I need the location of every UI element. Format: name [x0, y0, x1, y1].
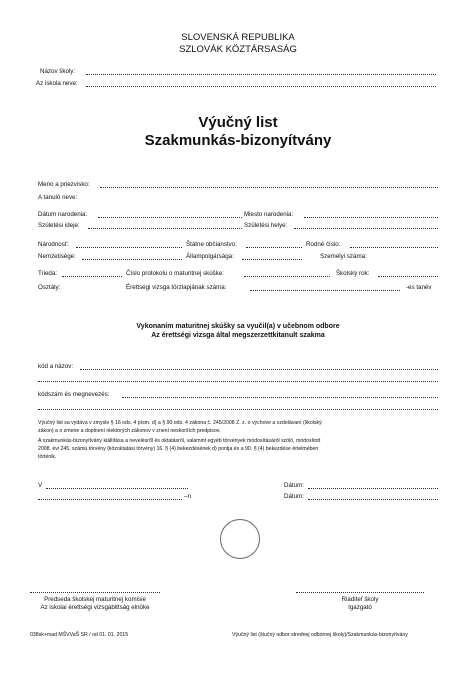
- school-name-line-hu: [86, 86, 436, 87]
- document-title-sk: Výučný list: [198, 114, 278, 131]
- citizenship-label-hu: Állampolgársága:: [186, 253, 234, 260]
- place-label: V: [38, 482, 43, 489]
- class-line: [62, 276, 122, 277]
- left-signature-title-hu: Az iskolai érettségi vizsgabittság elnöke: [40, 604, 150, 611]
- birthplace-line-hu: [294, 228, 438, 229]
- document-title-hu: Szakmunkás-bizonyítvány: [144, 132, 332, 149]
- code-label-hu: kódszám és megnevezés:: [38, 391, 110, 398]
- place-line-1: [46, 488, 188, 489]
- protocol-label-hu: Érettségi vizsga törzlapjának száma:: [126, 284, 227, 291]
- date-line-sk: [308, 488, 438, 489]
- protocol-line-hu: [250, 290, 400, 291]
- legal-hu-line-2: 2008. évi 245. számú törvény (közoktatási törvény) 16. § (4) bekezdésének d) pontja és a 90. § (4) bekezdése értelmében: [38, 446, 319, 452]
- school-name-label-hu: Az iskola neve:: [36, 80, 78, 87]
- code-line-4: [38, 409, 438, 410]
- legal-hu-line-3: történik.: [38, 454, 57, 460]
- right-signature-line: [296, 592, 424, 593]
- code-line-3: [122, 397, 438, 398]
- left-signature-line: [30, 592, 160, 593]
- date-line-hu: [308, 499, 438, 500]
- legal-sk-line-2: zákon) a o zmene a doplnení niektorých zákonov v znení neskorších predpisov.: [38, 428, 221, 434]
- birthplace-label-hu: Születési helye:: [244, 222, 288, 229]
- school-name-line-sk: [86, 74, 436, 75]
- seal-circle: [220, 519, 260, 559]
- schoolyear-label-sk: Školský rok:: [336, 270, 370, 277]
- school-name-label-sk: Názov školy:: [40, 68, 76, 75]
- birthnumber-line: [350, 247, 438, 248]
- protocol-label-sk: Číslo protokolu o maturitnej skúške:: [126, 270, 225, 277]
- date-label-hu: Dátum:: [284, 493, 304, 500]
- schoolyear-label-hu: -es tanév: [406, 284, 432, 291]
- schoolyear-line: [378, 276, 438, 277]
- section-heading-hu: Az érettségi vizsga által megszerzettkitanult szakma: [151, 332, 325, 339]
- country-name-hu: SZLOVÁK KÖZTÁRSASÁG: [179, 44, 297, 55]
- protocol-line: [244, 276, 330, 277]
- citizenship-label-sk: Štátne občianstvo:: [186, 241, 237, 248]
- right-signature-title-sk: Riaditeľ školy: [341, 596, 379, 603]
- nationality-label-hu: Nemzetisége:: [38, 253, 76, 260]
- code-line-1: [80, 369, 438, 370]
- country-name-sk: SLOVENSKÁ REPUBLIKA: [181, 32, 295, 43]
- birthnumber-label-sk: Rodné číslo:: [306, 241, 341, 248]
- student-name-label-sk: Meno a priezvisko:: [38, 181, 90, 188]
- footer-form-code: 038sk+mad MŠVVaŠ SR / od 01. 01. 2015: [30, 632, 129, 638]
- place-line-2: [38, 499, 182, 500]
- idnumber-label-hu: Személyi száma:: [320, 253, 367, 260]
- citizenship-line-hu: [242, 259, 302, 260]
- nationality-line: [76, 247, 182, 248]
- code-label-sk: kód a názov:: [38, 363, 74, 370]
- birthdate-label-hu: Születési ideje:: [38, 222, 80, 229]
- birthdate-label-sk: Dátum narodenia:: [38, 211, 88, 218]
- student-name-label-hu: A tanuló neve:: [38, 194, 78, 201]
- right-signature-title-hu: Igazgató: [348, 604, 372, 611]
- birthdate-line-hu: [88, 228, 242, 229]
- citizenship-line: [246, 247, 302, 248]
- legal-sk-line-1: Výučný list sa vydáva v zmysle § 16 ods. 4 písm. d) a § 90 ods. 4 zákona č. 245/2008 Z. z. o výchove a vzdelávaní (školský: [38, 420, 322, 426]
- student-name-line: [100, 187, 438, 188]
- footer-form-title: Výučný list (štučný odbor strednej odbornej školy)/Szakmunkás-bizonyítvány: [232, 632, 408, 638]
- class-label-sk: Trieda:: [38, 270, 58, 277]
- section-heading-sk: Vykonaním maturitnej skúšky sa vyučil(a) v učebnom odbore: [136, 323, 340, 330]
- left-signature-title-sk: Predseda školskej maturitnej komisie: [44, 596, 146, 603]
- legal-hu-line-1: A szakmunkás-bizonyítvány kiállítása a nevelésről és oktatásról, valamint egyéb törvények módosításáról szóló, módosított: [38, 438, 321, 444]
- date-label-sk: Dátum:: [284, 482, 304, 489]
- nationality-label-sk: Národnosť:: [38, 241, 69, 248]
- class-label-hu: Osztály:: [38, 284, 61, 291]
- birthplace-label-sk: Miesto narodenia:: [244, 211, 294, 218]
- place-suffix: –n: [184, 493, 191, 500]
- birthplace-line: [304, 217, 438, 218]
- code-line-2: [38, 381, 438, 382]
- birthdate-line: [98, 217, 242, 218]
- nationality-line-hu: [82, 259, 182, 260]
